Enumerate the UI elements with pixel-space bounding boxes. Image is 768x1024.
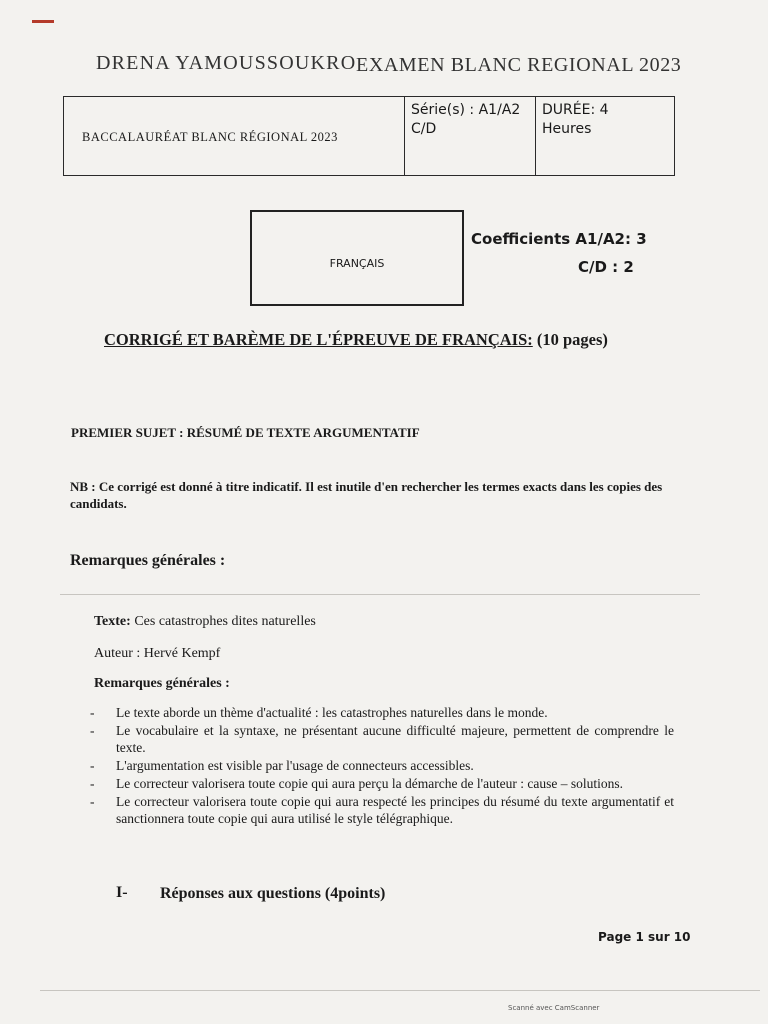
remarques-heading: Remarques générales : — [70, 552, 226, 569]
page-title-underlined: CORRIGÉ ET BARÈME DE L'ÉPREUVE DE FRANÇAIS: — [104, 330, 533, 349]
exam-info-table — [63, 96, 675, 176]
exam-cell — [64, 97, 405, 175]
list-item: - Le vocabulaire et la syntaxe, ne présentant aucune difficulté majeure, permettent de comprendre le texte. — [90, 722, 674, 756]
list-item: - Le texte aborde un thème d'actualité : les catastrophes naturelles dans le monde. — [90, 704, 674, 721]
scan-mark — [32, 20, 54, 23]
page-title-pages: (10 pages) — [532, 330, 608, 349]
scanner-watermark: Scanné avec CamScanner — [508, 1004, 600, 1012]
page-title — [104, 330, 608, 350]
list-item: - Le correcteur valorisera toute copie qui aura perçu la démarche de l'auteur : cause – solutions. — [90, 775, 674, 792]
scan-artifact-line — [40, 990, 760, 991]
remarks-list — [90, 704, 674, 828]
page-number: Page 1 sur 10 — [598, 930, 691, 944]
subject-name: FRANÇAIS — [329, 257, 385, 270]
series-text: Série(s) : A1/A2 C/D — [411, 102, 521, 137]
scan-artifact-line — [60, 594, 700, 595]
texte-line — [94, 614, 316, 630]
duration-text: DURÉE: 4 Heures — [542, 102, 609, 137]
remarques-subheading: Remarques générales : — [94, 676, 230, 691]
header-exam: EXAMEN BLANC REGIONAL 2023 — [356, 54, 682, 76]
series-cell — [405, 97, 536, 175]
list-item: - L'argumentation est visible par l'usage de connecteurs accessibles. — [90, 757, 674, 774]
coefficients-line-1: Coefficients A1/A2: 3 — [471, 230, 647, 248]
nb-note: NB : Ce corrigé est donné à titre indicatif. Il est inutile d'en rechercher les termes exacts dans les copies des candidats. — [70, 479, 663, 511]
section-number: I- — [116, 884, 128, 901]
texte-value: Ces catastrophes dites naturelles — [130, 614, 316, 629]
section-title: Réponses aux questions (4points) — [160, 885, 386, 902]
texte-label: Texte: — [94, 614, 131, 629]
premier-sujet-heading: PREMIER SUJET : RÉSUMÉ DE TEXTE ARGUMENTATIF — [71, 425, 420, 440]
duration-cell — [536, 97, 674, 175]
exam-name: BACCALAURÉAT BLANC RÉGIONAL 2023 — [82, 130, 338, 144]
coefficients-line-2: C/D : 2 — [578, 258, 634, 276]
list-item: - Le correcteur valorisera toute copie qui aura respecté les principes du résumé du texte argumentatif et sanctionnera toute copie qui aura utilisé le style télégraphique. — [90, 793, 674, 827]
auteur-line: Auteur : Hervé Kempf — [94, 646, 221, 661]
header-drena: DRENA YAMOUSSOUKRO — [96, 52, 357, 74]
subject-box — [250, 210, 464, 306]
